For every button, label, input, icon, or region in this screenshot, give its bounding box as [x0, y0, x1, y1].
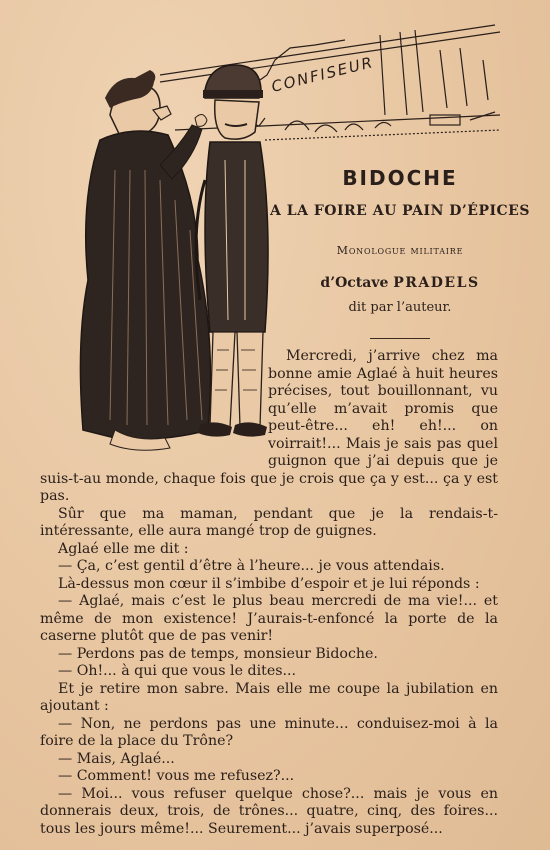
paragraph: — Ça, c’est gentil d’être à l’heure... je vous attendais.	[58, 558, 445, 574]
shop-sign-text: CONFISEUR	[269, 53, 376, 96]
author-prefix: d’Octave	[320, 275, 389, 291]
paragraph: Sûr que ma maman, pendant que je la rendais-t-intéressante, elle aura mangé trop de guignes.	[40, 505, 498, 539]
paragraph: — Oh!... à qui que vous le dites...	[58, 663, 297, 679]
monologue-subtitle: A LA FOIRE AU PAIN D’ÉPICES	[270, 203, 530, 219]
monologue-text	[40, 348, 498, 838]
paragraph: — Comment! vous me refusez?...	[58, 768, 295, 784]
paragraph: Et je retire mon sabre. Mais elle me coupe la jubilation en ajoutant :	[40, 680, 498, 714]
paragraph: Là-dessus mon cœur il s’imbibe d’espoir et je lui réponds :	[58, 575, 480, 592]
separator-rule	[370, 338, 430, 339]
paragraph: Mercredi, j’arrive chez ma bonne amie Aglaé à huit heures précises, tout bouillonnant, vu qu’elle m’avait promis que peut-être... eh! eh!... on voirrait!... Mais je sais pas quel guignon que j’ai depuis que je suis-t-au monde, chaque fois que je crois que ça y est... ça y est pas.	[40, 348, 498, 504]
paragraph: — Non, ne perdons pas une minute... conduisez-moi à la foire de la place du Trône?	[40, 715, 498, 749]
monologue-title: BIDOCHE	[342, 166, 458, 190]
genre-label: Monologue militaire	[336, 244, 464, 257]
illustration-wrap-space	[40, 348, 268, 464]
paragraph: — Aglaé, mais c’est le plus beau mercredi de ma vie!... et même de mon existence! J’aurais-t-enfoncé la porte de la caserne plutôt que de pas venir!	[40, 593, 498, 644]
performer-note: dit par l’auteur.	[348, 300, 452, 315]
author-name: PRADELS	[393, 275, 480, 291]
paragraph: — Perdons pas de temps, monsieur Bidoche.	[58, 645, 378, 662]
paragraph: — Moi... vous refuser quelque chose?... mais je vous en donnerais deux, trois, de trônes... quatre, cinq, des foires... tous les jours même!... Seurement... j’avais superposé...	[40, 785, 498, 837]
paragraph: — Mais, Aglaé...	[58, 750, 175, 767]
paragraph: Aglaé elle me dit :	[58, 540, 189, 557]
author-line	[265, 275, 535, 291]
